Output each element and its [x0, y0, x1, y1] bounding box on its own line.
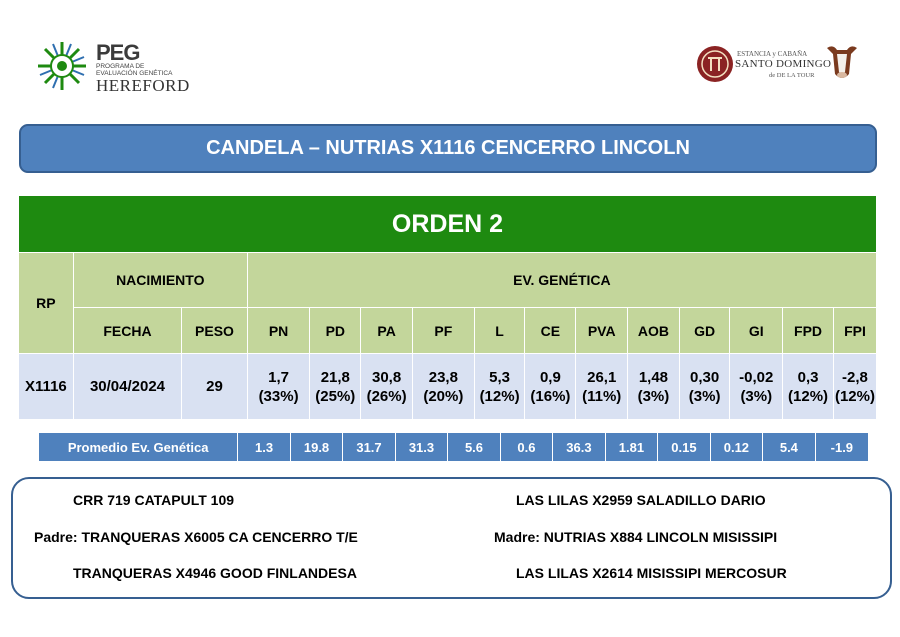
trait-precision: (12%) — [834, 387, 875, 405]
bull-head-icon — [823, 40, 861, 84]
rp-header: RP — [19, 252, 73, 353]
trait-header: CE — [524, 307, 575, 353]
trait-cell — [524, 353, 575, 419]
trait-header: AOB — [627, 307, 679, 353]
trait-value: -2,8 — [842, 368, 868, 386]
trait-precision: (3%) — [740, 387, 773, 405]
peg-brand: PEG — [96, 40, 140, 65]
trait-value: 26,1 — [587, 368, 617, 386]
trait-precision: (20%) — [423, 387, 464, 405]
peg-emblem-icon — [36, 40, 92, 92]
promedio-value: -1.9 — [816, 433, 868, 461]
animal-title: CANDELA – NUTRIAS X1116 CENCERRO LINCOLN — [19, 124, 877, 173]
trait-precision: (3%) — [637, 387, 670, 405]
trait-cell — [729, 353, 782, 419]
trait-cell — [247, 353, 310, 419]
trait-cell — [833, 353, 876, 419]
evaluation-table — [19, 196, 876, 419]
trait-value: 0,30 — [690, 368, 720, 386]
trait-value: 5,3 — [489, 368, 510, 386]
trait-precision: (12%) — [788, 387, 829, 405]
promedio-label: Promedio Ev. Genética — [39, 433, 238, 461]
orden-header: ORDEN 2 — [19, 196, 876, 252]
trait-value: 21,8 — [320, 368, 350, 386]
ev-genetica-header: EV. GENÉTICA — [247, 252, 876, 307]
trait-header: PD — [309, 307, 360, 353]
peso-value: 29 — [181, 353, 247, 419]
trait-precision: (33%) — [258, 387, 299, 405]
rp-value: X1116 — [19, 353, 73, 419]
promedio-value: 0.15 — [658, 433, 710, 461]
trait-header: PVA — [575, 307, 627, 353]
trait-precision: (26%) — [366, 387, 407, 405]
promedio-value: 5.4 — [763, 433, 815, 461]
trait-precision: (25%) — [315, 387, 356, 405]
seal-icon — [695, 44, 735, 84]
promedio-value: 5.6 — [448, 433, 500, 461]
trait-precision: (16%) — [530, 387, 571, 405]
trait-precision: (12%) — [479, 387, 520, 405]
nacimiento-header: NACIMIENTO — [73, 252, 247, 307]
pedigree-box — [11, 477, 892, 599]
promedio-row — [39, 433, 868, 461]
trait-header: GI — [729, 307, 782, 353]
promedio-value: 31.7 — [343, 433, 395, 461]
fecha-header: FECHA — [73, 307, 181, 353]
trait-header: L — [474, 307, 525, 353]
trait-cell — [627, 353, 679, 419]
promedio-value: 19.8 — [291, 433, 343, 461]
peg-hereford-logo — [36, 38, 190, 96]
trait-value: 0,9 — [539, 368, 561, 386]
trait-header: FPI — [833, 307, 876, 353]
trait-value: 0,3 — [797, 368, 819, 386]
trait-precision: (3%) — [688, 387, 721, 405]
trait-cell — [309, 353, 360, 419]
trait-cell — [575, 353, 627, 419]
trait-header: PF — [412, 307, 474, 353]
paternal-grandsire: CRR 719 CATAPULT 109 — [73, 492, 235, 508]
trait-header: PA — [360, 307, 412, 353]
promedio-value: 31.3 — [396, 433, 448, 461]
promedio-value: 36.3 — [553, 433, 605, 461]
peg-subtitle: PROGRAMA DE EVALUACIÓN GENÉTICA — [96, 63, 173, 77]
trait-header: FPD — [782, 307, 833, 353]
trait-value: 1,48 — [638, 368, 669, 386]
trait-precision: (11%) — [582, 387, 622, 405]
trait-value: -0,02 — [739, 368, 774, 386]
promedio-value: 1.81 — [606, 433, 658, 461]
promedio-value: 1.3 — [238, 433, 290, 461]
paternal-granddam: TRANQUERAS X4946 GOOD FINLANDESA — [73, 565, 357, 581]
de-la-tour-label: de DE LA TOUR — [769, 72, 815, 79]
trait-value: 30,8 — [372, 368, 402, 386]
promedio-value: 0.6 — [501, 433, 553, 461]
trait-cell — [782, 353, 833, 419]
promedio-value: 0.12 — [711, 433, 763, 461]
trait-header: GD — [679, 307, 730, 353]
peso-header: PESO — [181, 307, 247, 353]
trait-header: PN — [247, 307, 310, 353]
maternal-granddam: LAS LILAS X2614 MISISSIPI MERCOSUR — [516, 565, 787, 581]
fecha-value: 30/04/2024 — [73, 353, 181, 419]
trait-cell — [679, 353, 730, 419]
trait-cell — [412, 353, 474, 419]
sire: Padre: TRANQUERAS X6005 CA CENCERRO T/E — [34, 529, 358, 545]
hereford-wordmark: HEREFORD — [96, 76, 190, 95]
trait-cell — [474, 353, 525, 419]
maternal-grandsire: LAS LILAS X2959 SALADILLO DARIO — [516, 492, 766, 508]
trait-value: 23,8 — [428, 368, 458, 386]
estancia-label: ESTANCIA y CABAÑA — [737, 50, 808, 58]
trait-value: 1,7 — [268, 368, 289, 386]
trait-cell — [360, 353, 412, 419]
dam: Madre: NUTRIAS X884 LINCOLN MISISSIPI — [494, 529, 778, 545]
santo-domingo-label: SANTO DOMINGO — [735, 58, 832, 70]
table-row — [19, 353, 876, 419]
santo-domingo-logo — [695, 40, 865, 90]
